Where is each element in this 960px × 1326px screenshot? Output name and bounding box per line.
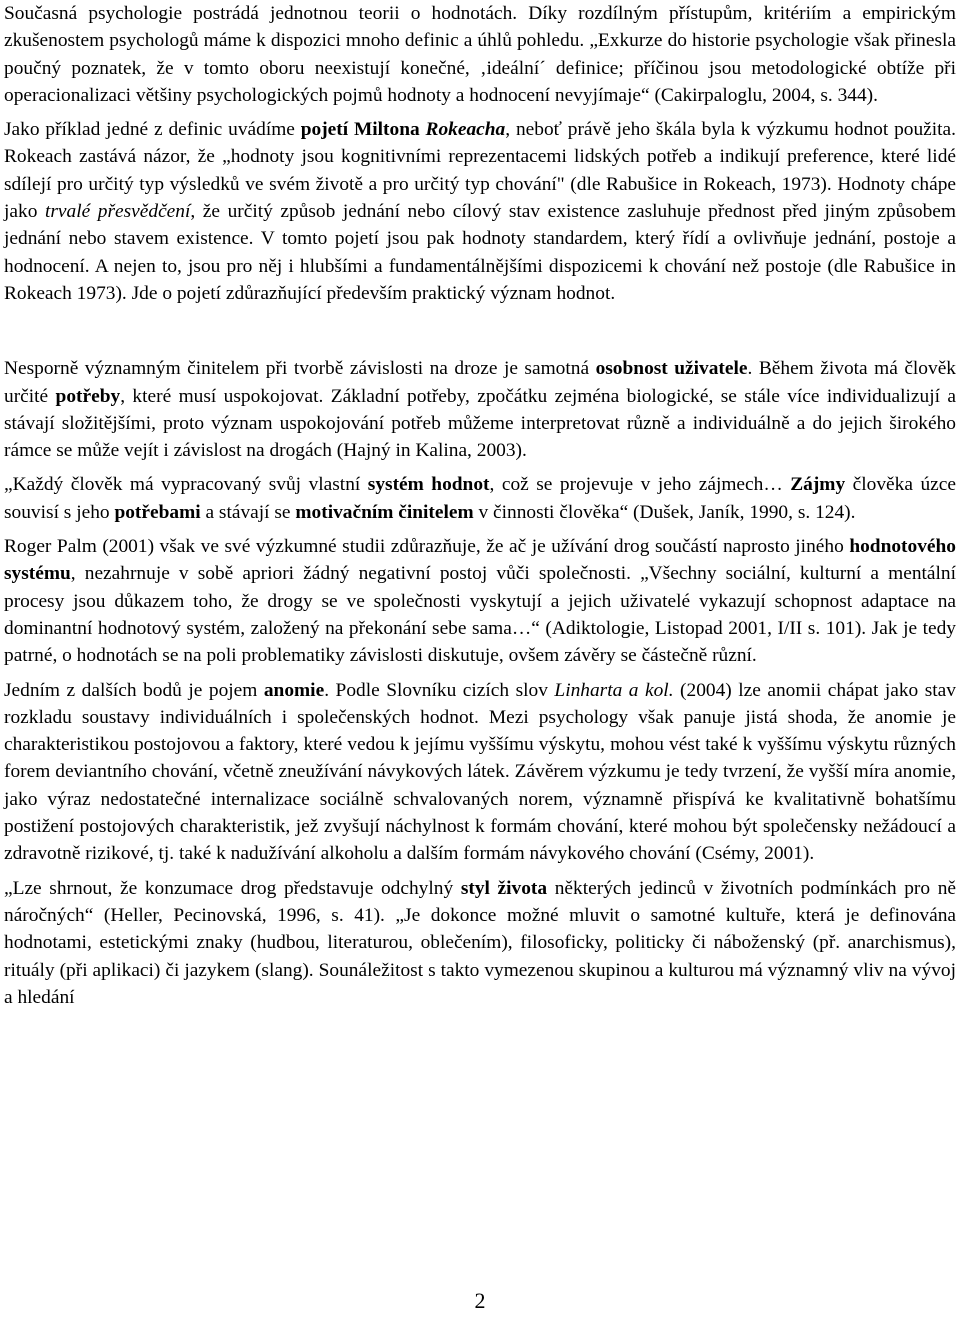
paragraph [4, 533, 956, 669]
paragraph [4, 677, 956, 868]
text-run: , neboť právě jeho škála byla k výzkumu hodnot použita. Rokeach zastává názor, že „hodnoty jsou kognitivními reprezentacemi lidských potřeb a indikují preference, které lidé sdílejí pro určitý typ výsledků ve svém životě a pro určitý typ chování" (dle Rabušice in Rokeach, 1973). Hodnoty chápe jako [4, 119, 956, 223]
emphasis-text: trvalé přesvědčení [44, 201, 191, 223]
text-run: některých jedinců v životních podmínkách pro ně náročných“ (Heller, Pecinovská, 1996, s. 41). „Je dokonce možné mluvit o samotné kultuře, která je definována hodnotami, estetickými znaky (hudbou, literaturou, oblečením), filosoficky, politicky či náboženský (př. anarchismus), rituály (při aplikaci) či jazykem (slang). Sounáležitost s takto vymezenou skupinou a kulturou má významný vliv na vývoj a hledání [4, 877, 956, 1008]
emphasis-text: motivačním činitelem [295, 501, 474, 523]
paragraph [4, 0, 956, 109]
text-run: Roger Palm (2001) však ve své výzkumné studii zdůrazňuje, že ač je užívání drog součástí naprosto jiného [4, 536, 850, 558]
emphasis-text: styl života [460, 877, 548, 899]
document-page [4, 0, 956, 1011]
emphasis-text: potřebami [114, 501, 201, 523]
emphasis-text: Rokeacha [425, 119, 506, 141]
text-run: „Každý člověk má vypracovaný svůj vlastní [4, 474, 368, 496]
text-run: Jedním z dalších bodů je pojem [4, 679, 264, 701]
emphasis-text: Linharta a kol. [554, 679, 674, 701]
emphasis-text: systém hodnot [367, 474, 490, 496]
text-run: a stávají se [200, 501, 296, 523]
text-run: , které musí uspokojovat. Základní potřeby, zpočátku zejména biologické, se stále více individualizují a stávají složitějšími, proto význam uspokojování potřeb můžeme interpretovat různě a individuálně a do jejich širokého rámce se může vejít i závislost na drogách (Hajný in Kalina, 2003). [4, 385, 956, 462]
emphasis-text: anomie [263, 679, 325, 701]
text-run: člověka úzce souvisí s jeho [4, 474, 956, 523]
paragraph [4, 875, 956, 1011]
text-run: (2004) lze anomii chápat jako stav rozkladu soustavy individuálních i společenských hodnot. Mezi psychology však panuje jistá shoda, že anomie je charakteristikou postojovou a faktory, které vedou k jejímu vyššímu výskytu, mohou vést také k vyššímu výskytu různých forem deviantního chování, včetně zneužívání návykových látek. Závěrem výzkumu je tedy tvrzení, že vyšší míra anomie, jako výraz nedostatečné internalizace sociálně schvalovaných norem, významně přispívá ke kvalitativně bohatšímu postižení postojových charakteristik, jež zvyšují náchylnost k formám chování, které mohou být společensky nežádoucí a zdravotně rizikové, tj. také k nadužívání alkoholu a dalším formám návykového chování (Csémy, 2001). [4, 679, 956, 865]
text-run: . Podle Slovníku cizích slov [324, 679, 555, 701]
paragraph [4, 116, 956, 307]
text-run: , což se projevuje v jeho zájmech… [489, 474, 791, 496]
emphasis-text: potřeby [55, 385, 121, 407]
paragraph [4, 355, 956, 464]
paragraph [4, 471, 956, 526]
text-run: , nezahrnuje v sobě apriori žádný negativní postoj vůči společnosti. „Všechny sociální, kulturní a mentální procesy jsou důkazem toho, že drogy se ve společnosti vyskytují a jejich uživatelé vykazují schopnost adaptace na dominantní hodnotový systém, založený na překonání sebe sama…“ (Adiktologie, Listopad 2001, I/II s. 101). Jak je tedy patrné, o hodnotách se na poli problematiky závislosti diskutuje, ovšem závěry se částečně různí. [4, 563, 956, 667]
text-run: „Lze shrnout, že konzumace drog představuje odchylný [4, 877, 461, 899]
text-run: v činnosti člověka“ (Dušek, Janík, 1990, s. 124). [473, 501, 856, 523]
emphasis-text: Zájmy [790, 474, 846, 496]
page-number: 2 [474, 1288, 486, 1313]
text-run: Jako příklad jedné z definic uvádíme [4, 119, 301, 141]
text-run: Nesporně významným činitelem při tvorbě závislosti na droze je samotná [4, 358, 596, 380]
emphasis-text: hodnotového systému [4, 536, 956, 585]
text-run: . Během života má člověk určité [4, 358, 957, 407]
emphasis-text: pojetí Miltona [300, 119, 426, 141]
text-run: , že určitý způsob jednání nebo cílový stav existence zasluhuje přednost před jiným způsobem jednání nebo stavem existence. V tomto pojetí jsou pak hodnoty standardem, který řídí a ovlivňuje jednání, postoje a hodnocení. A nejen to, jsou pro něj i hlubšími a fundamentálnějšími dispozicemi k chování než postoje (dle Rabušice in Rokeach 1973). Jde o pojetí zdůrazňující především praktický význam hodnot. [4, 201, 956, 304]
emphasis-text: osobnost uživatele [595, 358, 748, 380]
text-run: Současná psychologie postrádá jednotnou teorii o hodnotách. Díky rozdílným přístupům, kritériím a empirickým zkušenostem psychologů máme k dispozici mnoho definic a úhlů pohledu. „Exkurze do historie psychologie však přinesla poučný poznatek, že v tomto oboru neexistují konečné, ‚ideální´ definice; příčinou jsou metodologické obtíže při operacionalizaci většiny psychologických pojmů hodnoty a hodnocení nevyjímaje“ (Cakirpaloglu, 2004, s. 344). [4, 3, 956, 106]
